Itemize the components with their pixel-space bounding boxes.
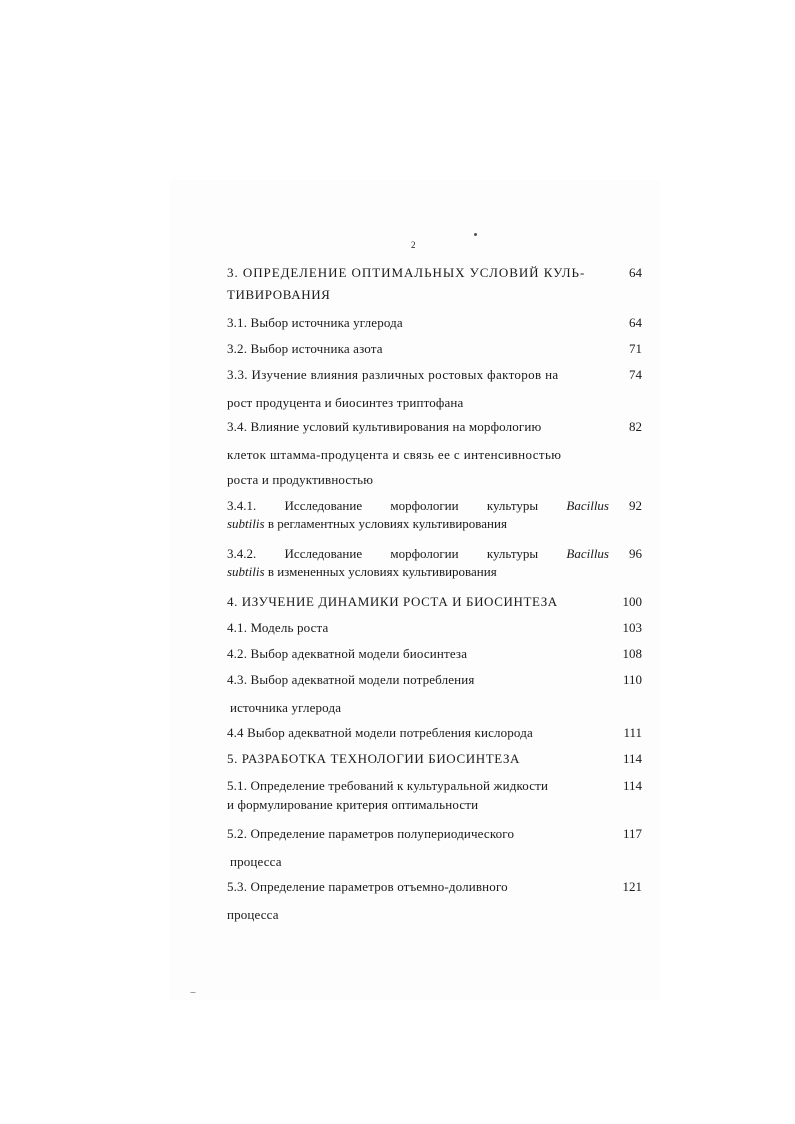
- scan-speck: [474, 233, 477, 236]
- toc-entry-line: [227, 498, 609, 514]
- toc-entry-line: [227, 564, 609, 580]
- toc-entry-text: 3. ОПРЕДЕЛЕНИЕ ОПТИМАЛЬНЫХ УСЛОВИЙ КУЛЬ-: [227, 265, 586, 280]
- toc-page-number: 96: [629, 546, 642, 561]
- toc-entry-text: 5.3. Определение параметров отъемно-доливного: [227, 879, 508, 894]
- toc-entry-text: 4.3. Выбор адекватной модели потребления: [227, 672, 475, 687]
- toc-page-number: 114: [622, 778, 642, 793]
- toc-entry-text: 5.1. Определение требований к культуральной жидкости: [227, 778, 549, 793]
- toc-page-number: 64: [629, 315, 642, 330]
- toc-entry-text: клеток штамма-продуцента и связь ее с интенсивностью: [227, 447, 562, 462]
- toc-page-number: 114: [622, 751, 642, 766]
- toc-entry-line: [227, 546, 609, 562]
- toc-page-number: 71: [629, 341, 642, 356]
- toc-entry-text: роста и продуктивностью: [227, 472, 374, 487]
- toc-page-number: 110: [622, 672, 642, 687]
- toc-page-number: 74: [629, 367, 642, 382]
- toc-page-number: 108: [622, 646, 642, 661]
- toc-entry-text: процесса: [227, 907, 279, 922]
- toc-page-number: 82: [629, 419, 642, 434]
- toc-entry-text: 3.4.1. Исследование морфологии культуры: [227, 498, 539, 513]
- species-name: subtilis: [227, 564, 265, 579]
- species-name: subtilis: [227, 516, 265, 531]
- species-genus: Bacillus: [566, 498, 609, 513]
- toc-entry-line: [227, 516, 609, 532]
- toc-entry-text: 3.4. Влияние условий культивирования на морфологию: [227, 419, 542, 434]
- toc-entry-text: 4.1. Модель роста: [227, 620, 329, 635]
- toc-entry-text: и формулирование критерия оптимальности: [227, 797, 479, 812]
- toc-entry-text: 5.2. Определение параметров полупериодического: [227, 826, 515, 841]
- page-number: 2: [411, 240, 416, 250]
- toc-entry-text: в измененных условиях культивирования: [267, 564, 497, 579]
- toc-entry-text: 5. РАЗРАБОТКА ТЕХНОЛОГИИ БИОСИНТЕЗА: [227, 751, 521, 766]
- toc-page-number: 92: [629, 498, 642, 513]
- toc-entry-text: 3.4.2. Исследование морфологии культуры: [227, 546, 539, 561]
- toc-entry-text: 4.2. Выбор адекватной модели биосинтеза: [227, 646, 468, 661]
- toc-entry-text: ТИВИРОВАНИЯ: [227, 287, 331, 302]
- toc-entry-text: 4.4 Выбор адекватной модели потребления кислорода: [227, 725, 533, 740]
- toc-page-number: 64: [629, 265, 642, 280]
- toc-entry-text: источника углерода: [230, 700, 342, 715]
- toc-entry-text: 3.1. Выбор источника углерода: [227, 315, 403, 330]
- toc-page-number: 103: [622, 620, 642, 635]
- toc-page-number: 100: [622, 594, 642, 609]
- scan-speck: [190, 992, 196, 993]
- species-genus: Bacillus: [566, 546, 609, 561]
- toc-entry-text: процесса: [230, 854, 282, 869]
- toc-page-number: 121: [622, 879, 642, 894]
- toc-entry-text: 3.3. Изучение влияния различных ростовых факторов на: [227, 367, 559, 382]
- toc-page-number: 111: [623, 725, 642, 740]
- toc-page-number: 117: [622, 826, 642, 841]
- toc-entry-text: в регламентных условиях культивирования: [267, 516, 507, 531]
- page-sheet: [170, 180, 660, 1000]
- toc-entry-text: рост продуцента и биосинтез триптофана: [227, 395, 464, 410]
- toc-entry-text: 3.2. Выбор источника азота: [227, 341, 383, 356]
- toc-entry-text: 4. ИЗУЧЕНИЕ ДИНАМИКИ РОСТА И БИОСИНТЕЗА: [227, 594, 558, 609]
